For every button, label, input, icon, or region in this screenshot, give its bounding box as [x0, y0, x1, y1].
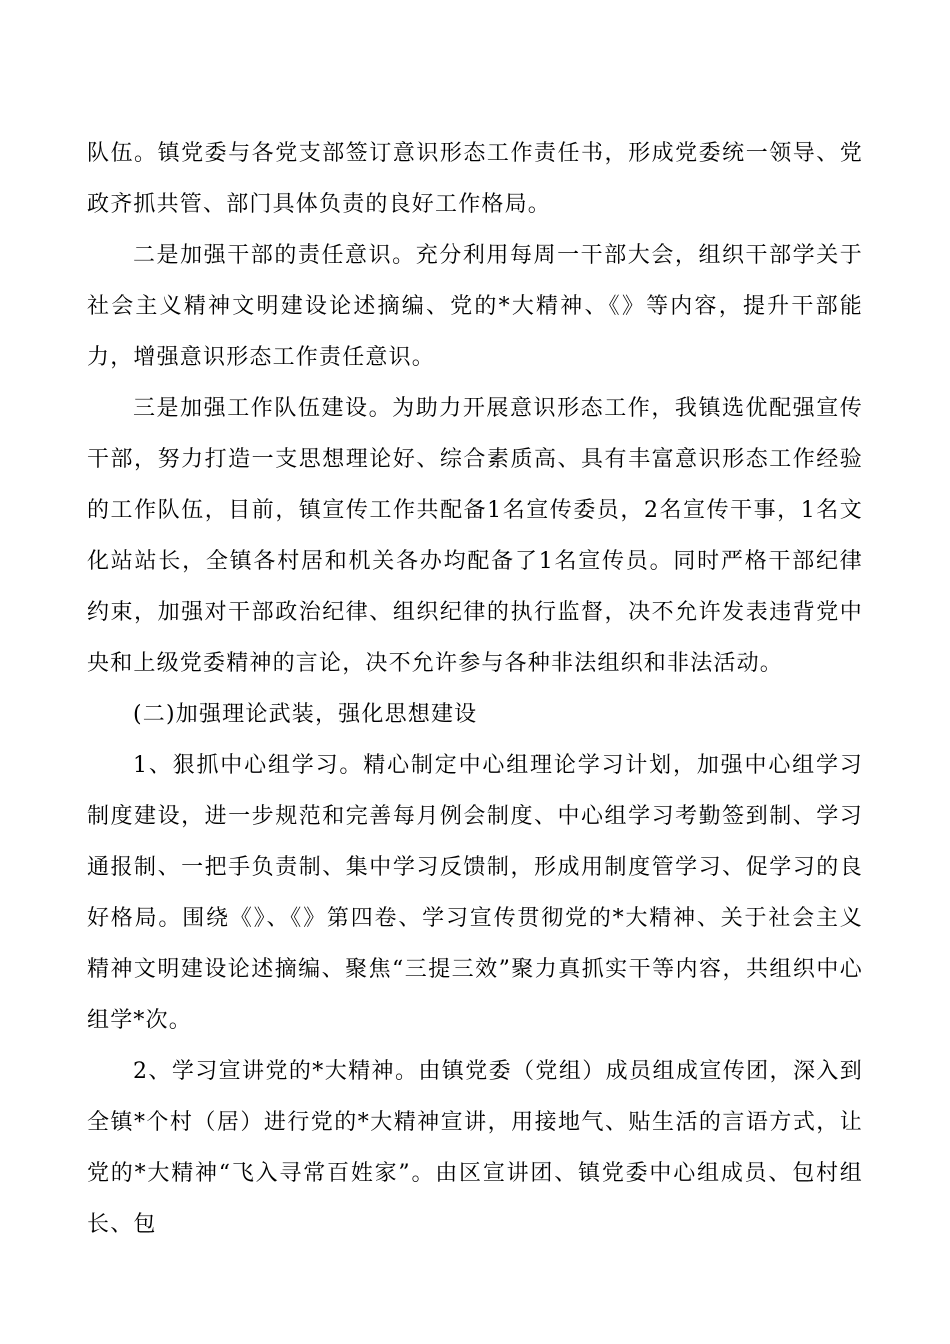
paragraph-team-building: 三是加强工作队伍建设。为助力开展意识形态工作，我镇选优配强宣传干部，努力打造一支思想理论好、综合素质高、具有丰富意识形态工作经验的工作队伍，目前，镇宣传工作共配备1名宣传委员，2名宣传干事，1名文化站站长，全镇各村居和机关各办均配备了1名宣传员。同时严格干部纪律约束，加强对干部政治纪律、组织纪律的执行监督，决不允许发表违背党中央和上级党委精神的言论，决不允许参与各种非法组织和非法活动。 — [87, 396, 863, 676]
paragraph-cadre-responsibility: 二是加强干部的责任意识。充分利用每周一干部大会，组织干部学关于社会主义精神文明建设论述摘编、党的*大精神、《》等内容，提升干部能力，增强意识形态工作责任意识。 — [87, 243, 863, 370]
document-body — [87, 128, 863, 1250]
section-heading-theory: (二)加强理论武装，强化思想建设 — [133, 702, 478, 727]
paragraph-central-group-study: 1、狠抓中心组学习。精心制定中心组理论学习计划，加强中心组学习制度建设，进一步规范和完善每月例会制度、中心组学习考勤签到制、学习通报制、一把手负责制、集中学习反馈制，形成用制度管学习、促学习的良好格局。围绕《》、《》第四卷、学习宣传贯彻党的*大精神、关于社会主义精神文明建设论述摘编、聚焦“三提三效”聚力真抓实干等内容，共组织中心组学*次。 — [87, 753, 863, 1033]
paragraph-continuation: 队伍。镇党委与各党支部签订意识形态工作责任书，形成党委统一领导、党政齐抓共管、部门具体负责的良好工作格局。 — [87, 141, 863, 217]
paragraph-spirit-lecture: 2、学习宣讲党的*大精神。由镇党委（党组）成员组成宣传团，深入到全镇*个村（居）进行党的*大精神宣讲，用接地气、贴生活的言语方式，让党的*大精神“飞入寻常百姓家”。由区宣讲团、镇党委中心组成员、包村组长、包 — [87, 1059, 863, 1237]
